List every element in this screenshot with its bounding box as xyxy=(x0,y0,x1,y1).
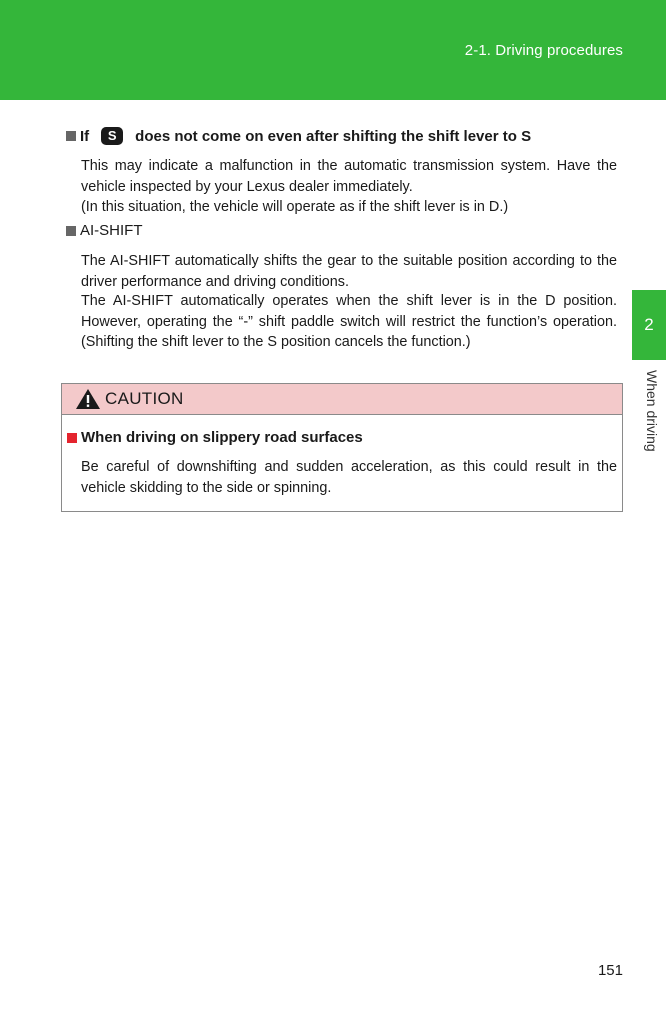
caution-header xyxy=(62,384,622,415)
section-title: 2-1. Driving procedures xyxy=(464,42,623,59)
heading-suffix: does not come on even after shifting the shift lever to S xyxy=(135,127,532,145)
header-band xyxy=(0,0,666,100)
caution-body: Be careful of downshifting and sudden acceleration, as this could result in the vehicle skidding to the side or spinning. xyxy=(81,459,617,496)
caution-heading xyxy=(67,429,363,446)
s-indicator-paragraph-1: This may indicate a malfunction in the automatic transmission system. Have the vehicle inspected by your Lexus dealer immediately. xyxy=(81,158,617,195)
s-indicator-icon: S xyxy=(101,127,123,145)
bullet-square-icon xyxy=(67,433,77,443)
chapter-number: 2 xyxy=(644,315,654,334)
caution-box xyxy=(61,383,623,512)
caution-title: CAUTION xyxy=(105,389,184,408)
ai-shift-heading xyxy=(66,222,143,239)
bullet-square-icon xyxy=(66,226,76,236)
warning-triangle-icon xyxy=(75,388,101,410)
chapter-tab[interactable] xyxy=(632,290,666,360)
s-indicator-heading xyxy=(66,127,531,145)
heading-prefix: If xyxy=(80,127,90,145)
caution-heading-text: When driving on slippery road surfaces xyxy=(81,429,363,446)
bullet-square-icon xyxy=(66,131,76,141)
chapter-label: When driving xyxy=(644,370,660,452)
s-indicator-paragraph-2: (In this situation, the vehicle will operate as if the shift lever is in D.) xyxy=(81,199,509,215)
ai-shift-heading-text: AI-SHIFT xyxy=(80,222,143,239)
page-number: 151 xyxy=(597,962,623,979)
ai-shift-paragraph-2: The AI-SHIFT automatically operates when the shift lever is in the D position. However, operating the “-” shift paddle switch will restrict the function’s operation. (Shifting the shift lever to the S position cancels the function.) xyxy=(81,293,617,350)
ai-shift-paragraph-1: The AI-SHIFT automatically shifts the gear to the suitable position according to the driver performance and driving conditions. xyxy=(81,253,617,290)
